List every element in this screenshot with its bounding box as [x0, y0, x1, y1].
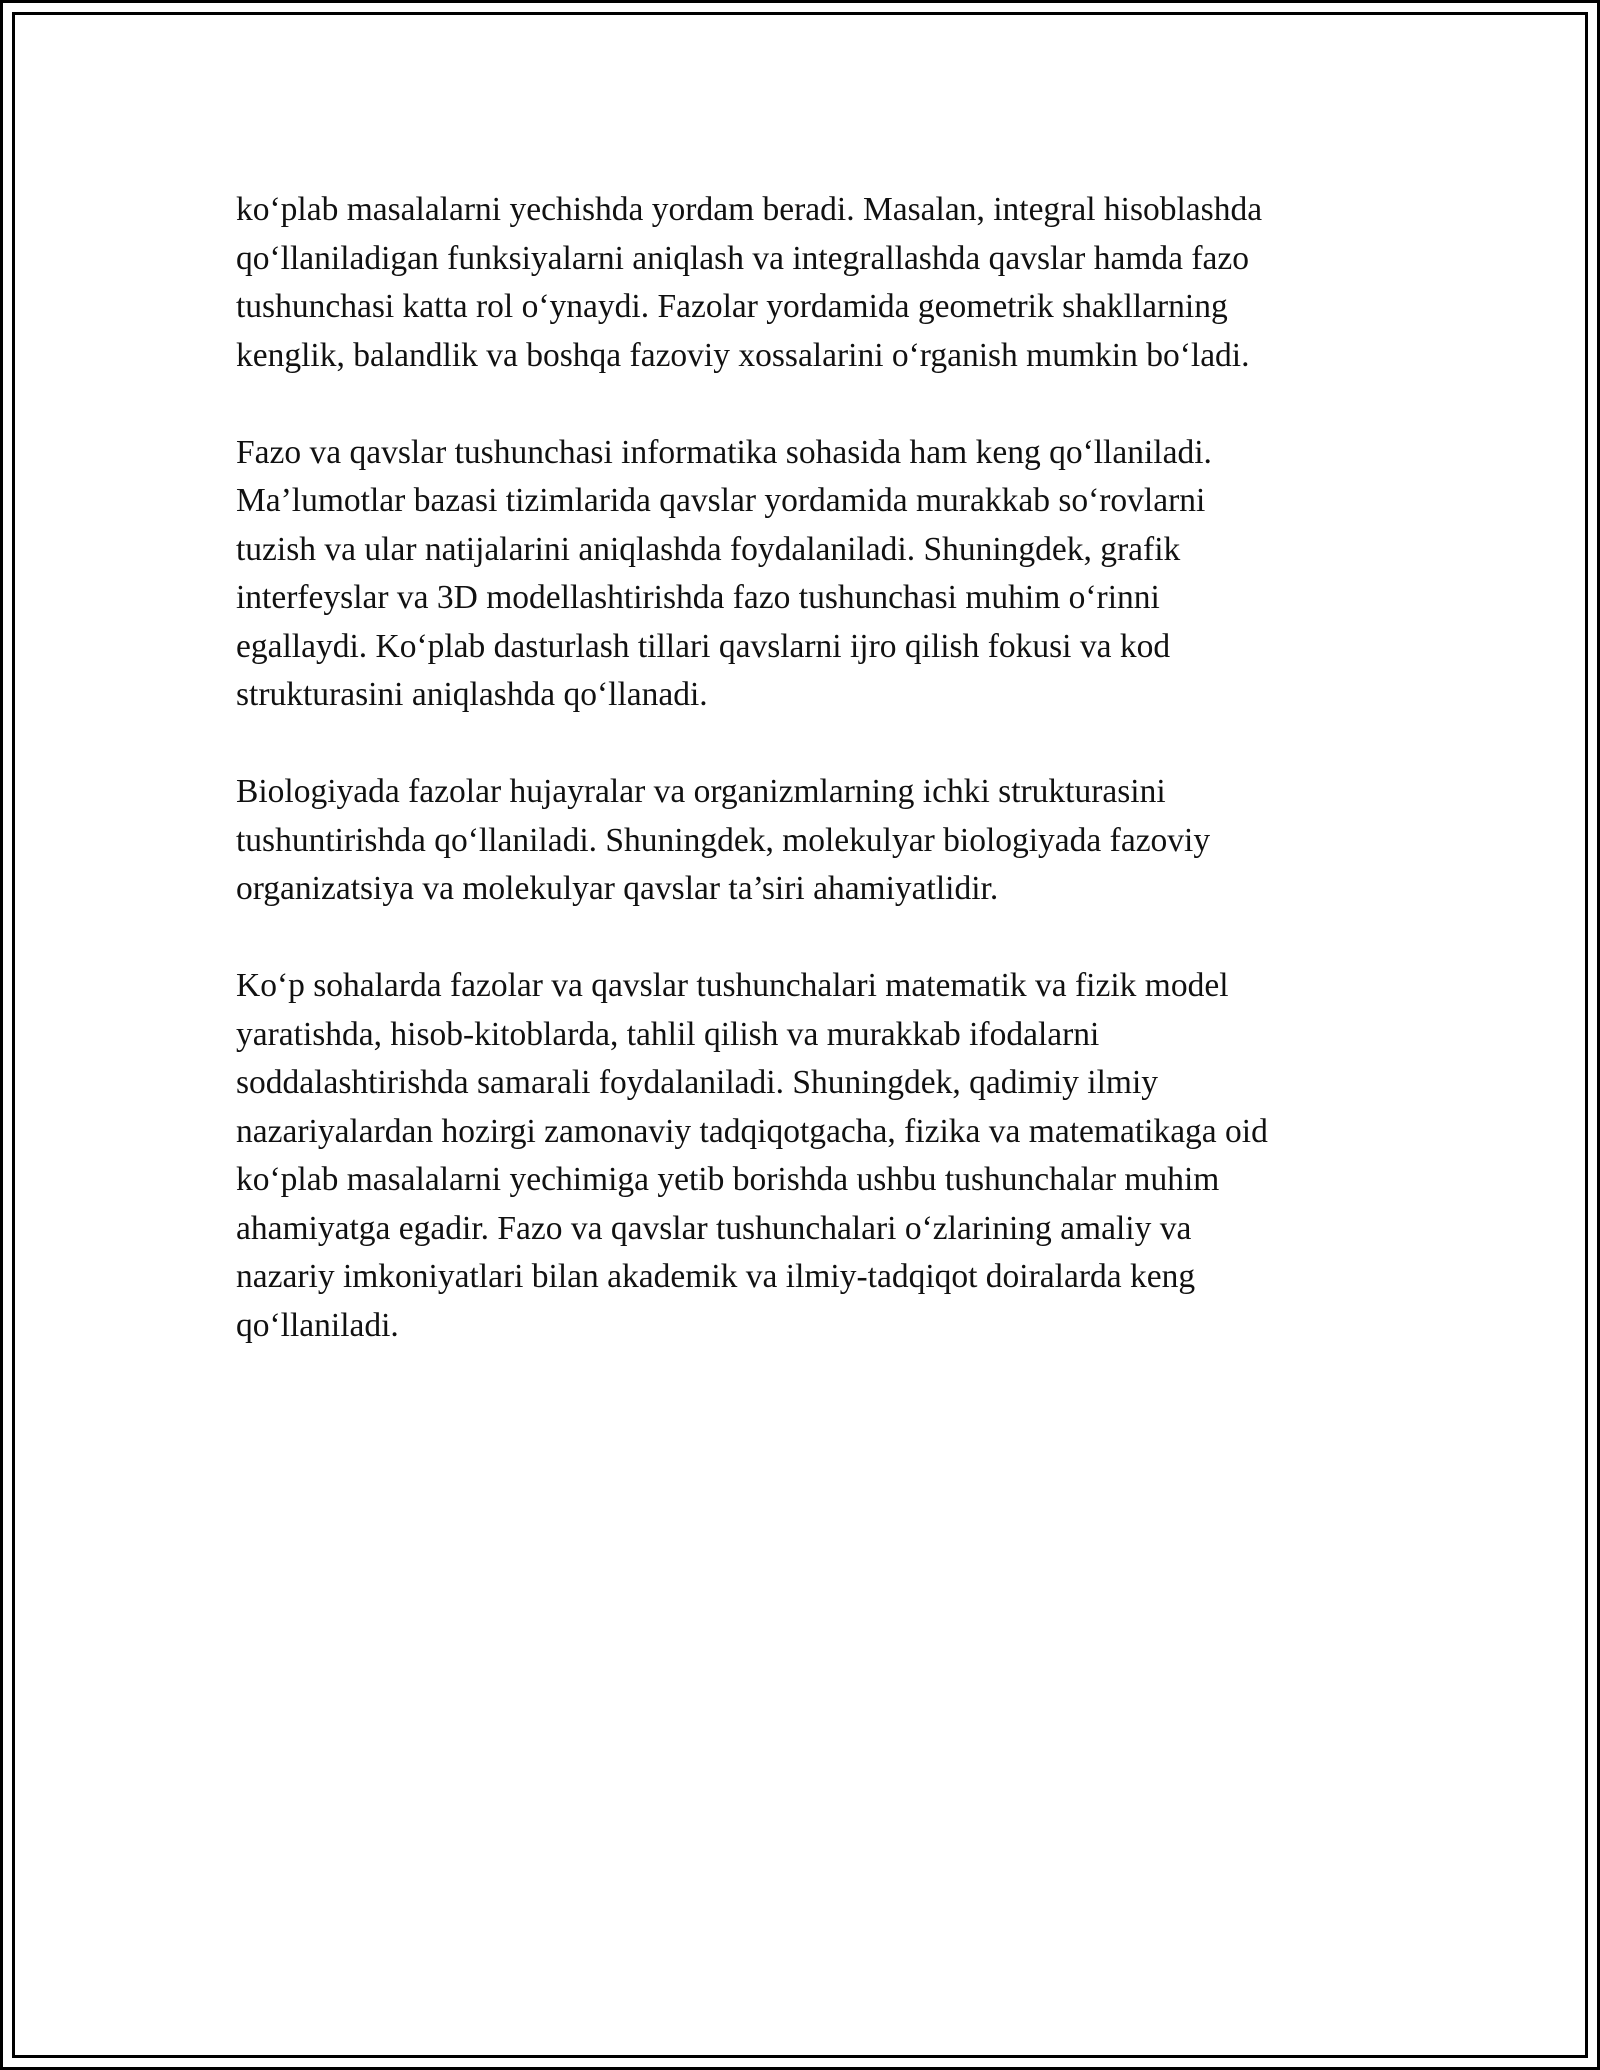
paragraph: Ko‘p sohalarda fazolar va qavslar tushunchalari matematik va fizik model yaratishda, hisob-kitoblarda, tahlil qilish va murakkab ifodalarni soddalashtirishda samarali foydalaniladi. Shuningdek, qadimiy ilmiy nazariyalardan hozirgi zamonaviy tadqiqotgacha, fizika va matematikaga oid ko‘plab masalalarni yechimiga yetib borishda ushbu tushunchalar muhim ahamiyatga egadir. Fazo va qavslar tushunchalari o‘zlarining amaliy va nazariy imkoniyatlari bilan akademik va ilmiy-tadqiqot doiralarda keng qo‘llaniladi. [236, 967, 1268, 1344]
document-body [236, 186, 1386, 1350]
paragraph: Fazo va qavslar tushunchasi informatika sohasida ham keng qo‘llaniladi. Ma’lumotlar bazasi tizimlarida qavslar yordamida murakkab so‘rovlarni tuzish va ular natijalarini aniqlashda foydalaniladi. Shuningdek, grafik interfeyslar va 3D modellashtirishda fazo tushunchasi muhim o‘rinni egallaydi. Ko‘plab dasturlash tillari qavslarni ijro qilish fokusi va kod strukturasini aniqlashda qo‘llanadi. [236, 433, 1212, 713]
paragraph: ko‘plab masalalarni yechishda yordam beradi. Masalan, integral hisoblashda qo‘llaniladigan funksiyalarni aniqlash va integrallashda qavslar hamda fazo tushunchasi katta rol o‘ynaydi. Fazolar yordamida geometrik shakllarning kenglik, balandlik va boshqa fazoviy xossalarini o‘rganish mumkin bo‘ladi. [236, 191, 1263, 374]
paragraph: Biologiyada fazolar hujayralar va organizmlarning ichki strukturasini tushuntirishda qo‘llaniladi. Shuningdek, molekulyar biologiyada fazoviy organizatsiya va molekulyar qavslar ta’siri ahamiyatlidir. [236, 773, 1211, 907]
